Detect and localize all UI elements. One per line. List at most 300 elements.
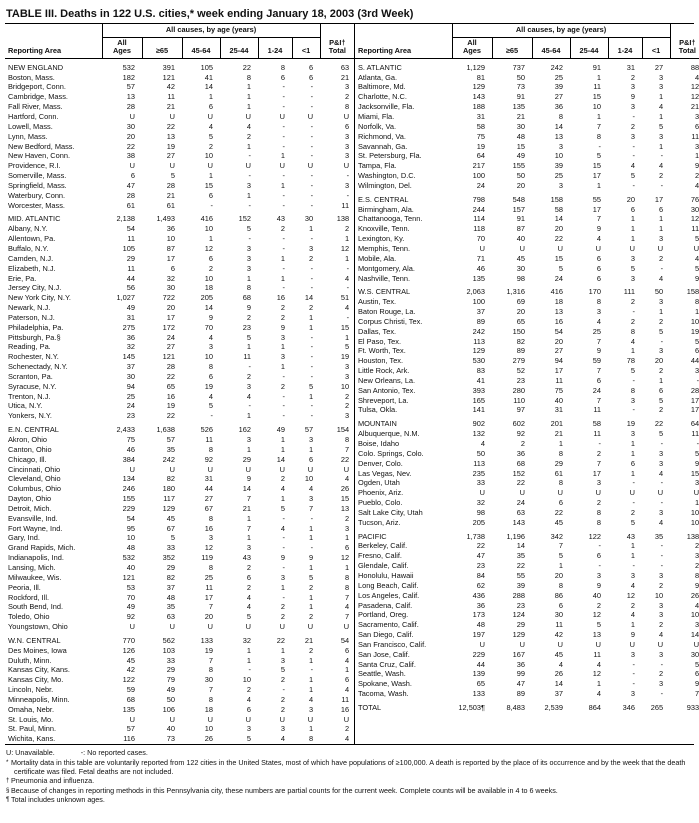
region-row xyxy=(355,528,699,542)
city-row xyxy=(355,307,699,317)
value-cell: 99 xyxy=(516,669,525,679)
value-cell: 2 xyxy=(630,121,635,131)
value-cell: 25 xyxy=(554,171,563,181)
reporting-area-cell: Jersey City, N.J. xyxy=(8,283,62,293)
value-cell: 8 xyxy=(308,734,314,744)
value-cell: 1 xyxy=(246,533,251,543)
value-cell: 10 xyxy=(690,507,699,517)
value-cell: 2 xyxy=(596,600,601,610)
value-cell: 36 xyxy=(166,224,175,234)
reporting-area-cell: Toledo, Ohio xyxy=(8,612,50,622)
city-row xyxy=(5,695,354,705)
value-cell: 7 xyxy=(344,444,350,454)
value-cell: - xyxy=(660,180,664,190)
value-cell: 1 xyxy=(694,151,699,161)
value-cell: 48 xyxy=(126,543,135,553)
value-cell: 4 xyxy=(480,439,485,448)
value-cell: 8 xyxy=(246,72,251,82)
city-row xyxy=(5,484,354,494)
value-cell: U xyxy=(129,112,135,121)
value-cell: 1 xyxy=(280,435,285,444)
value-cell: 32 xyxy=(242,635,251,645)
value-cell: 21 xyxy=(304,635,314,645)
value-cell: 201 xyxy=(550,419,563,429)
value-cell: 86 xyxy=(554,590,563,600)
value-cell: 58 xyxy=(554,204,563,214)
value-cell: 22 xyxy=(276,635,285,645)
value-cell: 722 xyxy=(162,293,175,303)
value-cell: 3 xyxy=(308,435,314,444)
value-cell: 22 xyxy=(166,121,175,131)
value-cell: - xyxy=(248,151,251,161)
value-cell: - xyxy=(310,180,314,190)
value-cell: U xyxy=(169,464,175,474)
value-cell: - xyxy=(282,685,285,695)
value-cell: 3 xyxy=(658,346,664,356)
value-cell: 3 xyxy=(630,102,635,112)
city-row xyxy=(355,660,699,670)
value-cell: 5 xyxy=(246,224,251,234)
reporting-area-cell: Washington, D.C. xyxy=(358,171,416,181)
value-cell: 9 xyxy=(246,303,251,313)
value-cell: 28 xyxy=(126,102,135,112)
value-cell: 3 xyxy=(658,600,664,610)
value-cell: 54 xyxy=(126,513,135,523)
value-cell: 2 xyxy=(630,316,635,326)
value-cell: 6 xyxy=(694,121,699,131)
city-row xyxy=(5,112,354,122)
value-cell: 29 xyxy=(242,454,251,464)
value-cell: 11 xyxy=(691,131,699,141)
value-cell: U xyxy=(595,243,601,253)
value-cell: U xyxy=(245,464,251,474)
value-cell: 26 xyxy=(204,734,213,744)
value-cell: 2 xyxy=(596,448,601,458)
city-row xyxy=(355,254,699,264)
value-cell: 106 xyxy=(162,704,175,714)
value-cell: 205 xyxy=(472,517,485,527)
value-cell: 4 xyxy=(658,630,664,640)
footnote-item: ¶ Total includes unknown ages. xyxy=(6,795,105,805)
value-cell: 27 xyxy=(166,151,175,161)
reporting-area-cell: Los Angeles, Calif. xyxy=(358,590,420,600)
value-cell: 6 xyxy=(344,645,350,655)
value-cell: - xyxy=(660,336,664,346)
value-cell: 1 xyxy=(308,675,314,685)
city-row xyxy=(5,563,354,573)
value-cell: 27 xyxy=(654,62,664,72)
reporting-area-cell: Evansville, Ind. xyxy=(8,513,58,523)
city-row xyxy=(5,92,354,102)
value-cell: 64 xyxy=(476,151,485,161)
value-cell: 4 xyxy=(596,316,601,326)
value-cell: 1 xyxy=(208,171,213,181)
col-header-pi-total: P&I† Total xyxy=(670,24,699,58)
value-cell: 3 xyxy=(630,395,635,405)
value-cell: 41 xyxy=(204,72,213,82)
value-cell: 1 xyxy=(308,685,314,695)
value-cell: 1 xyxy=(208,234,213,244)
value-cell: - xyxy=(310,151,314,161)
value-cell: 8 xyxy=(208,362,213,372)
value-cell: 4 xyxy=(596,689,601,699)
value-cell: 7 xyxy=(596,336,601,346)
value-cell: 4 xyxy=(694,600,699,610)
city-row xyxy=(355,488,699,498)
value-cell: 4 xyxy=(208,121,213,131)
value-cell: 4 xyxy=(658,517,664,527)
value-cell: 42 xyxy=(126,665,135,675)
value-cell: 602 xyxy=(512,419,525,429)
value-cell: 2 xyxy=(596,498,601,508)
reporting-area-cell: St. Louis, Mo. xyxy=(8,714,54,724)
value-cell: 30 xyxy=(516,121,525,131)
value-cell: 2 xyxy=(308,612,314,622)
value-cell: 3 xyxy=(246,180,251,190)
reporting-area-cell: Camden, N.J. xyxy=(8,253,54,263)
value-cell: 11 xyxy=(691,429,699,439)
value-cell: 1 xyxy=(308,602,314,612)
value-cell: 16 xyxy=(166,391,175,401)
value-cell: 2 xyxy=(280,704,285,714)
reporting-area-cell: Las Vegas, Nev. xyxy=(358,468,412,478)
value-cell: 49 xyxy=(276,425,285,435)
reporting-area-cell: San Francisco, Calif. xyxy=(358,639,427,649)
city-row xyxy=(5,524,354,534)
value-cell: U xyxy=(657,488,664,498)
value-cell: 6 xyxy=(694,346,699,356)
value-cell: 4 xyxy=(630,336,635,346)
value-cell: 129 xyxy=(162,503,175,513)
value-cell: 8 xyxy=(630,385,635,395)
value-cell: 11 xyxy=(341,200,350,210)
value-cell: 29 xyxy=(166,562,175,572)
value-cell: 2 xyxy=(658,405,664,415)
value-cell: 43 xyxy=(626,531,635,541)
city-row xyxy=(355,601,699,611)
value-cell: 6 xyxy=(596,253,601,263)
value-cell: 11 xyxy=(691,224,699,234)
city-row xyxy=(5,553,354,563)
value-cell: 16 xyxy=(276,293,285,303)
value-cell: 7 xyxy=(596,214,601,224)
value-cell: 6 xyxy=(246,704,251,714)
value-cell: 2 xyxy=(280,602,285,612)
value-cell: 265 xyxy=(650,702,664,712)
city-row xyxy=(355,439,699,449)
value-cell: 31 xyxy=(126,312,135,322)
value-cell: 2 xyxy=(280,303,285,313)
value-cell: 3 xyxy=(658,610,664,620)
value-cell: 17 xyxy=(554,366,563,376)
value-cell: U xyxy=(129,714,135,724)
value-cell: 8 xyxy=(344,582,350,592)
value-cell: - xyxy=(282,234,285,244)
value-cell: 1 xyxy=(246,411,251,421)
value-cell: U xyxy=(129,161,135,171)
table-right-half xyxy=(355,24,699,744)
value-cell: 1 xyxy=(344,665,350,675)
value-cell: - xyxy=(210,200,213,210)
city-row xyxy=(5,181,354,191)
reporting-area-cell: Baltimore, Md. xyxy=(358,82,406,92)
value-cell: 342 xyxy=(550,531,563,541)
reporting-area-cell: El Paso, Tex. xyxy=(358,336,401,346)
value-cell: 9 xyxy=(694,273,699,283)
city-row xyxy=(5,171,354,181)
value-cell: 91 xyxy=(516,214,525,224)
value-cell: 1 xyxy=(658,375,664,385)
city-row xyxy=(5,514,354,524)
reporting-area-cell: Corpus Christi, Tex. xyxy=(358,316,423,326)
value-cell: 10 xyxy=(204,151,213,161)
value-cell: U xyxy=(557,488,563,498)
city-row xyxy=(5,313,354,323)
value-cell: 21 xyxy=(242,503,251,513)
value-cell: - xyxy=(632,478,635,488)
value-cell: 1 xyxy=(280,151,285,161)
city-row xyxy=(5,254,354,264)
value-cell: 63 xyxy=(166,612,175,622)
value-cell: 37 xyxy=(166,582,175,592)
value-cell: 180 xyxy=(162,484,175,494)
reporting-area-cell: Utica, N.Y. xyxy=(8,401,43,411)
value-cell: 15 xyxy=(516,141,525,151)
value-cell: 63 xyxy=(516,507,525,517)
value-cell: 5 xyxy=(596,151,601,161)
reporting-area-cell: Gary, Ind. xyxy=(8,533,40,543)
city-row xyxy=(355,376,699,386)
value-cell: 3 xyxy=(658,448,664,458)
value-cell: 50 xyxy=(516,72,525,82)
value-cell: - xyxy=(282,200,285,210)
value-cell: 3 xyxy=(280,655,285,665)
value-cell: 28 xyxy=(166,180,175,190)
value-cell: - xyxy=(660,478,664,488)
value-cell: 2 xyxy=(246,582,251,592)
value-cell: 9 xyxy=(694,161,699,171)
value-cell: 737 xyxy=(512,62,525,72)
value-cell: 5 xyxy=(630,517,635,527)
value-cell: 1 xyxy=(308,322,314,332)
value-cell: - xyxy=(660,659,664,669)
value-cell: 4 xyxy=(280,484,285,494)
value-cell: 79 xyxy=(166,675,175,685)
value-cell: 7 xyxy=(694,689,699,699)
value-cell: 32 xyxy=(476,498,485,508)
reporting-area-cell: Paterson, N.J. xyxy=(8,312,55,322)
value-cell: 36 xyxy=(126,332,135,342)
reporting-area-cell: Detroit, Mich. xyxy=(8,503,52,513)
col-header-1-24: 1-24 xyxy=(608,37,642,58)
deaths-table-right xyxy=(355,24,699,713)
value-cell: 3 xyxy=(630,570,635,580)
value-cell: 7 xyxy=(344,592,350,602)
value-cell: 24 xyxy=(166,332,175,342)
value-cell: - xyxy=(248,171,251,181)
value-cell: 35 xyxy=(516,551,525,561)
value-cell: 3 xyxy=(630,273,635,283)
value-cell: 1 xyxy=(630,234,635,244)
city-row xyxy=(5,333,354,343)
value-cell: 7 xyxy=(246,494,251,504)
value-cell: 57 xyxy=(126,724,135,734)
value-cell: 2 xyxy=(246,562,251,572)
value-cell: 14 xyxy=(690,630,699,640)
city-row xyxy=(355,630,699,640)
value-cell: 95 xyxy=(126,523,135,533)
value-cell: 15 xyxy=(690,468,699,478)
value-cell: 4 xyxy=(344,474,350,484)
reporting-area-cell: Peoria, Ill. xyxy=(8,582,41,592)
value-cell: 22 xyxy=(516,561,525,571)
value-cell: - xyxy=(632,498,635,508)
value-cell: 89 xyxy=(516,689,525,699)
value-cell: 8 xyxy=(280,62,285,72)
value-cell: - xyxy=(660,689,664,699)
value-cell: 105 xyxy=(200,62,213,72)
reporting-area-cell: Rochester, N.Y. xyxy=(8,352,59,362)
value-cell: - xyxy=(282,543,285,553)
reporting-area-cell: Honolulu, Hawaii xyxy=(358,570,414,580)
city-row xyxy=(355,244,699,254)
reporting-area-cell: Cleveland, Ohio xyxy=(8,474,61,484)
value-cell: 1 xyxy=(344,562,350,572)
city-row xyxy=(5,201,354,211)
value-cell: U xyxy=(169,714,175,724)
value-cell: 4 xyxy=(344,303,350,313)
city-row xyxy=(5,264,354,274)
value-cell: 1,196 xyxy=(506,531,525,541)
value-cell: 1 xyxy=(344,533,350,543)
value-cell: U xyxy=(657,243,664,253)
value-cell: 242 xyxy=(472,326,485,336)
value-cell: 14 xyxy=(304,293,314,303)
value-cell: 10 xyxy=(204,724,213,734)
value-cell: - xyxy=(310,190,314,200)
reporting-area-cell: Reading, Pa. xyxy=(8,342,51,352)
value-cell: - xyxy=(282,82,285,92)
city-row xyxy=(355,224,699,234)
value-cell: 56 xyxy=(126,283,135,293)
city-row xyxy=(5,73,354,83)
value-cell: 10 xyxy=(204,352,213,362)
reporting-area-cell: Salt Lake City, Utah xyxy=(358,507,423,517)
reporting-area-cell: Lexington, Ky. xyxy=(358,234,405,244)
reporting-area-cell: San Diego, Calif. xyxy=(358,630,414,640)
value-cell: 21 xyxy=(166,190,175,200)
value-cell: 119 xyxy=(201,553,213,563)
value-cell: - xyxy=(346,263,350,273)
value-cell: 103 xyxy=(162,645,175,655)
city-row xyxy=(5,573,354,583)
value-cell: 5 xyxy=(596,620,601,630)
value-cell: 5 xyxy=(280,503,285,513)
value-cell: 2 xyxy=(280,224,285,234)
value-cell: 129 xyxy=(512,630,525,640)
value-cell: 10 xyxy=(204,224,213,234)
city-row xyxy=(355,264,699,274)
value-cell: 2 xyxy=(694,171,699,181)
value-cell: - xyxy=(248,200,251,210)
value-cell: 1 xyxy=(280,342,285,352)
value-cell: 23 xyxy=(476,561,485,571)
value-cell: 152 xyxy=(512,468,525,478)
value-cell: - xyxy=(310,263,314,273)
value-cell: 82 xyxy=(166,572,175,582)
city-row xyxy=(5,675,354,685)
reporting-area-cell: Columbus, Ohio xyxy=(8,484,61,494)
value-cell: 44 xyxy=(204,484,213,494)
value-cell: 35 xyxy=(166,444,175,454)
value-cell: 3 xyxy=(344,180,350,190)
value-cell: U xyxy=(307,464,314,474)
city-row xyxy=(5,583,354,593)
reporting-area-cell: Lincoln, Nebr. xyxy=(8,685,54,695)
value-cell: 3 xyxy=(246,543,251,553)
value-cell: - xyxy=(310,92,314,102)
value-cell: 32 xyxy=(166,273,175,283)
city-row xyxy=(355,297,699,307)
value-cell: - xyxy=(310,141,314,151)
value-cell: 22 xyxy=(166,411,175,421)
value-cell: 100 xyxy=(472,171,485,181)
col-header-reporting-area: Reporting Area xyxy=(358,46,412,56)
value-cell: 134 xyxy=(122,474,135,484)
value-cell: 391 xyxy=(162,62,175,72)
value-cell: 3 xyxy=(658,570,664,580)
value-cell: 10 xyxy=(690,610,699,620)
footnote-list xyxy=(6,758,694,805)
value-cell: 22 xyxy=(340,454,350,464)
value-cell: 8 xyxy=(208,694,213,704)
value-cell: 1 xyxy=(658,141,664,151)
legend-unavailable: U: Unavailable. xyxy=(6,748,55,758)
value-cell: 26 xyxy=(690,590,699,600)
value-cell: 70 xyxy=(204,322,213,332)
reporting-area-cell: Long Beach, Calif. xyxy=(358,580,419,590)
reporting-area-cell: Portland, Oreg. xyxy=(358,610,409,620)
value-cell: 3 xyxy=(280,352,285,362)
value-cell: 5 xyxy=(694,263,699,273)
value-cell: 82 xyxy=(166,474,175,484)
value-cell: - xyxy=(282,411,285,421)
value-cell: 59 xyxy=(126,685,135,695)
value-cell: 13 xyxy=(592,630,601,640)
value-cell: 49 xyxy=(166,685,175,695)
value-cell: 3 xyxy=(344,141,350,151)
reporting-area-cell: Glendale, Calif. xyxy=(358,561,409,571)
value-cell: 4 xyxy=(596,659,601,669)
city-row xyxy=(355,571,699,581)
value-cell: 12 xyxy=(204,543,213,553)
value-cell: 31 xyxy=(204,474,213,484)
value-cell: 2 xyxy=(280,312,285,322)
value-cell: - xyxy=(346,171,350,181)
value-cell: - xyxy=(310,200,314,210)
value-cell: 1 xyxy=(630,214,635,224)
value-cell: 1 xyxy=(658,224,664,234)
value-cell: 2 xyxy=(208,263,213,273)
value-cell: 84 xyxy=(476,570,485,580)
reporting-area-cell: Grand Rapids, Mich. xyxy=(8,543,76,553)
value-cell: 50 xyxy=(166,694,175,704)
value-cell: - xyxy=(310,401,314,411)
value-cell: 15 xyxy=(340,322,350,332)
value-cell: 16 xyxy=(340,704,350,714)
value-cell: 35 xyxy=(166,602,175,612)
reporting-area-cell: Ft. Worth, Tex. xyxy=(358,346,406,356)
